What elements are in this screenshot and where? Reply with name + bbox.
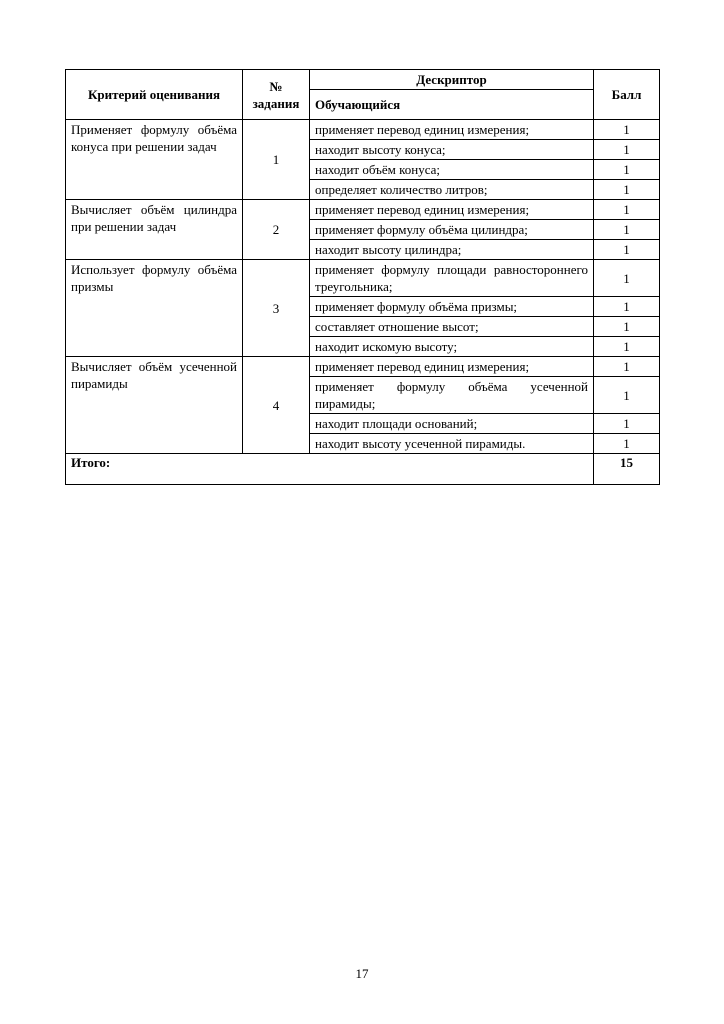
table-row: [66, 357, 660, 377]
descriptor-cell: применяет формулу объёма усеченной пирамиды;: [310, 377, 594, 414]
descriptor-cell: находит высоту цилиндра;: [310, 240, 594, 260]
score-cell: 1: [594, 337, 660, 357]
descriptor-cell: находит искомую высоту;: [310, 337, 594, 357]
task-number-cell: 4: [243, 357, 310, 454]
header-criterion: Критерий оценивания: [66, 70, 243, 120]
descriptor-cell: находит объём конуса;: [310, 160, 594, 180]
assessment-rubric-table: [65, 69, 660, 485]
table-row: [66, 260, 660, 297]
task-number-cell: 3: [243, 260, 310, 357]
header-task-number: [243, 70, 310, 120]
descriptor-cell: находит высоту конуса;: [310, 140, 594, 160]
criterion-cell: Вычисляет объём усеченной пирамиды: [66, 357, 243, 454]
table-row: [66, 200, 660, 220]
score-cell: 1: [594, 297, 660, 317]
score-cell: 1: [594, 260, 660, 297]
task-number-cell: 2: [243, 200, 310, 260]
descriptor-cell: применяет формулу объёма призмы;: [310, 297, 594, 317]
descriptor-cell: применяет перевод единиц измерения;: [310, 120, 594, 140]
score-cell: 1: [594, 220, 660, 240]
page-number: 17: [355, 966, 369, 981]
header-student: Обучающийся: [310, 90, 594, 120]
descriptor-cell: применяет формулу объёма цилиндра;: [310, 220, 594, 240]
score-cell: 1: [594, 377, 660, 414]
descriptor-cell: находит высоту усеченной пирамиды.: [310, 434, 594, 454]
score-cell: 1: [594, 140, 660, 160]
score-cell: 1: [594, 120, 660, 140]
header-score: Балл: [594, 70, 660, 120]
descriptor-cell: применяет перевод единиц измерения;: [310, 357, 594, 377]
score-cell: 1: [594, 180, 660, 200]
criterion-cell: Использует формулу объёма призмы: [66, 260, 243, 357]
header-task-number-symbol: №: [269, 78, 283, 94]
score-cell: 1: [594, 317, 660, 337]
descriptor-cell: применяет перевод единиц измерения;: [310, 200, 594, 220]
score-cell: 1: [594, 160, 660, 180]
score-cell: 1: [594, 357, 660, 377]
total-score: 15: [594, 454, 660, 485]
descriptor-cell: находит площади оснований;: [310, 414, 594, 434]
score-cell: 1: [594, 434, 660, 454]
score-cell: 1: [594, 414, 660, 434]
table-row: [66, 120, 660, 140]
descriptor-cell: составляет отношение высот;: [310, 317, 594, 337]
descriptor-cell: применяет формулу площади равностороннего треугольника;: [310, 260, 594, 297]
criterion-cell: Применяет формулу объёма конуса при решении задач: [66, 120, 243, 200]
task-number-cell: 1: [243, 120, 310, 200]
header-descriptor: Дескриптор: [310, 70, 594, 90]
score-cell: 1: [594, 200, 660, 220]
total-row: [66, 454, 660, 485]
score-cell: 1: [594, 240, 660, 260]
criterion-cell: Вычисляет объём цилиндра при решении задач: [66, 200, 243, 260]
total-label: Итого:: [66, 454, 594, 485]
descriptor-cell: определяет количество литров;: [310, 180, 594, 200]
header-task-number-label: задания: [252, 95, 300, 111]
